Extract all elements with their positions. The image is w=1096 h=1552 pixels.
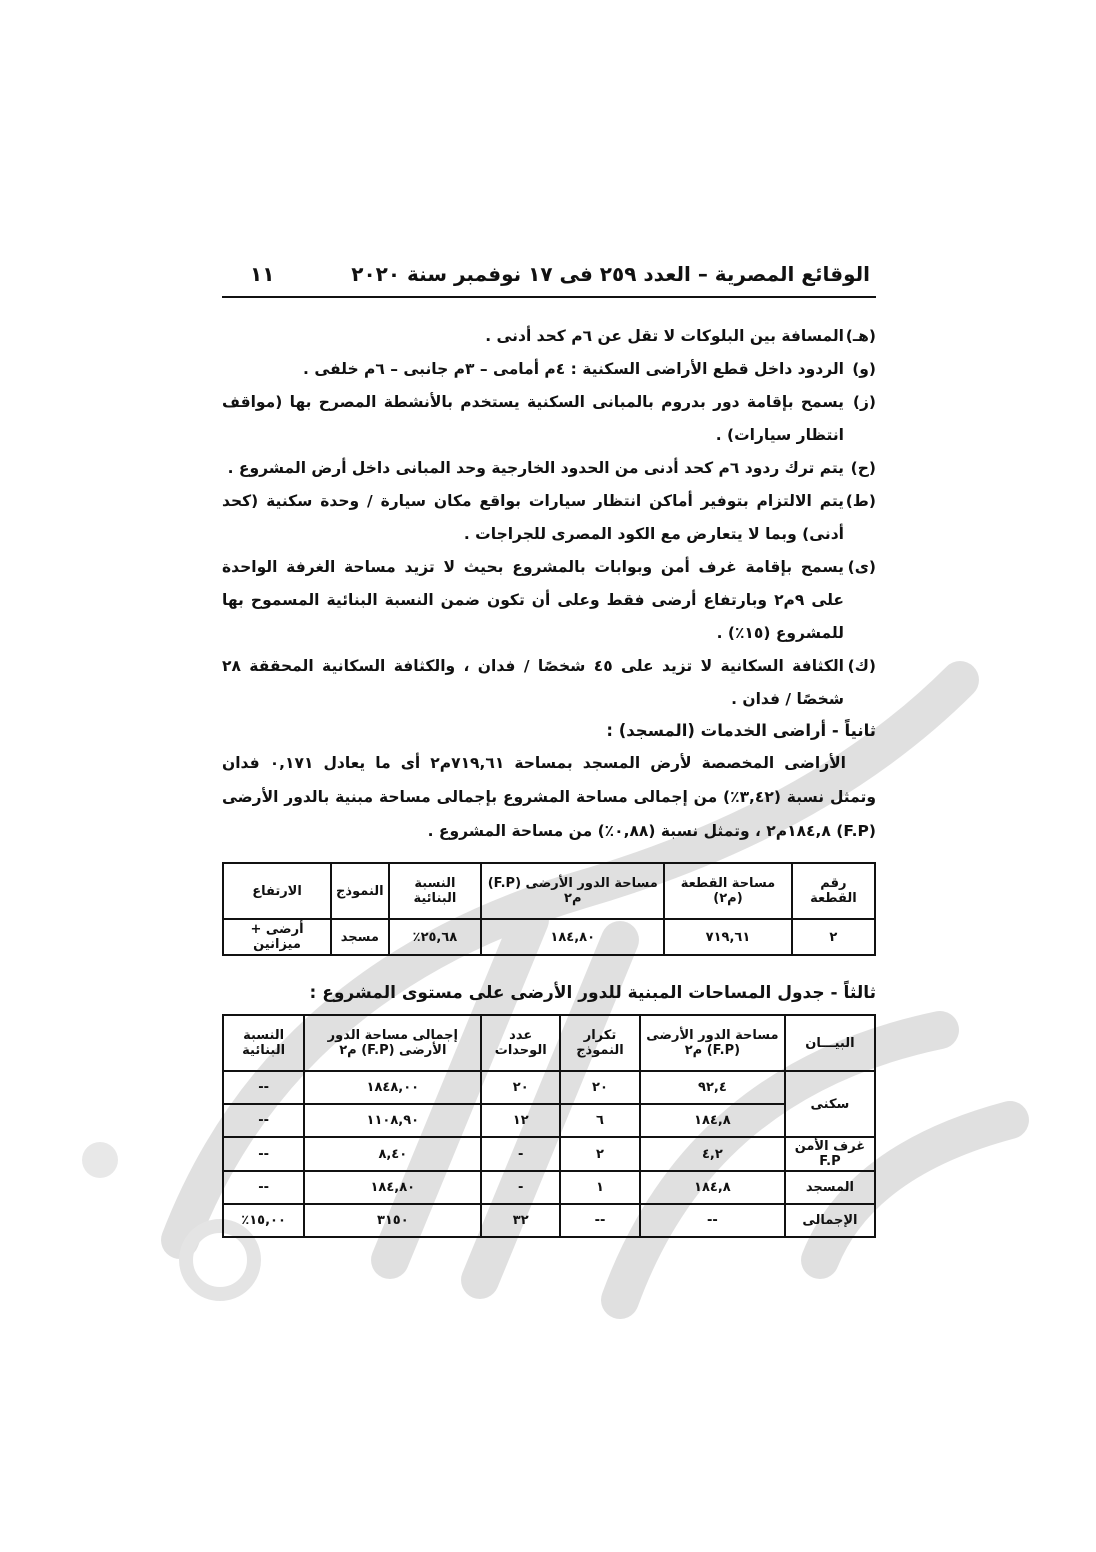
- mosque-table: [222, 862, 876, 956]
- column-header: إجمالى مساحة الدور الأرضى (F.P) م٢: [304, 1015, 481, 1071]
- item-letter: (هـ): [845, 327, 876, 345]
- item-letter: (ز): [852, 393, 876, 411]
- item-text: يسمح بإقامة غرف أمن وبوابات بالمشروع بحيث لا تزيد مساحة الغرفة الواحدة على ٩م٢ وبارتفاع أرضى فقط وعلى أن تكون ضمن النسبة البنائية المسموح بها للمشروع (١٥٪) .: [222, 558, 844, 642]
- item-text: الردود داخل قطع الأراضى السكنية : ٤م أمامى – ٣م جانبى – ٦م خلفى .: [303, 360, 844, 378]
- table-cell: أرضى + ميزانين: [223, 919, 331, 955]
- item-letter: (ك): [847, 657, 876, 675]
- table-cell: -: [481, 1171, 560, 1204]
- table-total-row: [223, 1204, 875, 1237]
- list-item: [222, 353, 876, 386]
- table-cell: ١٨٤,٨٠: [481, 919, 664, 955]
- column-header: الارتفاع: [223, 863, 331, 919]
- table-cell: ٣٢: [481, 1204, 560, 1237]
- table-row: [223, 1104, 875, 1137]
- table-cell: ١: [560, 1171, 640, 1204]
- table-header-row: [223, 863, 875, 919]
- table-cell: ١٨٤,٨: [640, 1171, 785, 1204]
- table-cell: ١٨٤٨,٠٠: [304, 1071, 481, 1104]
- column-header: مساحة الدور الأرضى (F.P) م٢: [481, 863, 664, 919]
- section-title-built-areas: ثالثاً - جدول المساحات المبنية للدور الأرضى على مستوى المشروع :: [309, 983, 876, 1003]
- column-header: البيـــان: [785, 1015, 875, 1071]
- list-item: [222, 485, 876, 551]
- table-cell: ١٨٤,٨٠: [304, 1171, 481, 1204]
- document-page: [222, 250, 876, 1238]
- list-item: [222, 452, 876, 485]
- section-title-services: ثانياً - أراضى الخدمات (المسجد) :: [606, 721, 876, 740]
- list-item: [222, 320, 876, 353]
- item-text: يتم ترك ردود ٦م كحد أدنى من الحدود الخارجية وحد المبانى داخل أرض المشروع .: [227, 459, 844, 477]
- table-cell: ٧١٩,٦١: [664, 919, 792, 955]
- item-letter: (ى): [847, 558, 876, 576]
- table-cell: مسجد: [331, 919, 389, 955]
- item-text: المسافة بين البلوكات لا تقل عن ٦م كحد أدنى .: [485, 327, 844, 345]
- item-text: يتم الالتزام بتوفير أماكن انتظار سيارات بواقع مكان سيارة / وحدة سكنية (كحد أدنى) وبما لا يتعارض مع الكود المصرى للجراجات .: [222, 492, 844, 543]
- table-cell: --: [223, 1104, 304, 1137]
- item-text: يسمح بإقامة دور بدروم بالمبانى السكنية يستخدم بالأنشطة المصرح بها (مواقف انتظار سيارات) .: [222, 393, 844, 444]
- table-cell: --: [223, 1137, 304, 1171]
- list-item: [222, 650, 876, 716]
- table-cell: ٢: [560, 1137, 640, 1171]
- table-cell: ٢٥,٦٨٪: [389, 919, 482, 955]
- table-cell: ٣١٥٠: [304, 1204, 481, 1237]
- table-cell: ٤,٢: [640, 1137, 785, 1171]
- gazette-title: الوقائع المصرية – العدد ٢٥٩ فى ١٧ نوفمبر سنة ٢٠٢٠: [351, 262, 870, 286]
- table-cell: ٦: [560, 1104, 640, 1137]
- item-text: الكثافة السكانية لا تزيد على ٤٥ شخصًا / فدان ، والكثافة السكانية المحققة ٢٨ شخصًا / فدان .: [222, 657, 844, 708]
- table-cell: ٢٠: [481, 1071, 560, 1104]
- table-cell: ١٥,٠٠٪: [223, 1204, 304, 1237]
- table-cell: ٢٠: [560, 1071, 640, 1104]
- table-cell: ١٨٤,٨: [640, 1104, 785, 1137]
- column-header: مساحة الدور الأرضى (F.P) م٢: [640, 1015, 785, 1071]
- row-label: سكنى: [785, 1071, 875, 1137]
- table-row: [223, 919, 875, 955]
- table-header-row: [223, 1015, 875, 1071]
- list-item: [222, 386, 876, 452]
- column-header: النموذج: [331, 863, 389, 919]
- table-cell: ٨,٤٠: [304, 1137, 481, 1171]
- table-cell: ١١٠٨,٩٠: [304, 1104, 481, 1137]
- column-header: تكرار النموذج: [560, 1015, 640, 1071]
- row-label: الإجمالى: [785, 1204, 875, 1237]
- table-row: [223, 1171, 875, 1204]
- table-cell: --: [223, 1071, 304, 1104]
- mosque-paragraph: الأراضى المخصصة لأرض المسجد بمساحة ٧١٩,٦١م٢ أى ما يعادل ٠,١٧١ فدان وتمثل نسبة (٣,٤٢٪) من إجمالى مساحة المشروع بإجمالى مساحة مبنية بالدور الأرضى (F.P) ١٨٤,٨م٢ ، وتمثل نسبة (٠,٨٨٪) من مساحة المشروع .: [222, 754, 876, 840]
- table-row: [223, 1137, 875, 1171]
- column-header: النسبة البنائية: [223, 1015, 304, 1071]
- table-cell: --: [223, 1171, 304, 1204]
- table-cell: --: [560, 1204, 640, 1237]
- item-letter: (ح): [850, 459, 876, 477]
- row-label: غرف الأمن F.P: [785, 1137, 875, 1171]
- page-header: [222, 250, 876, 298]
- conditions-list: [222, 320, 876, 716]
- column-header: مساحة القطعة (م٢): [664, 863, 792, 919]
- table-cell: ٩٢,٤: [640, 1071, 785, 1104]
- column-header: رقم القطعة: [792, 863, 875, 919]
- table-cell: ١٢: [481, 1104, 560, 1137]
- table-row: [223, 1071, 875, 1104]
- item-letter: (و): [852, 360, 876, 378]
- column-header: النسبة البنائية: [389, 863, 482, 919]
- item-letter: (ط): [845, 492, 876, 510]
- list-item: [222, 551, 876, 650]
- column-header: عدد الوحدات: [481, 1015, 560, 1071]
- page-number: ١١: [250, 262, 275, 286]
- table-cell: --: [640, 1204, 785, 1237]
- table-cell: ٢: [792, 919, 875, 955]
- table-cell: -: [481, 1137, 560, 1171]
- built-areas-table: [222, 1014, 876, 1238]
- row-label: المسجد: [785, 1171, 875, 1204]
